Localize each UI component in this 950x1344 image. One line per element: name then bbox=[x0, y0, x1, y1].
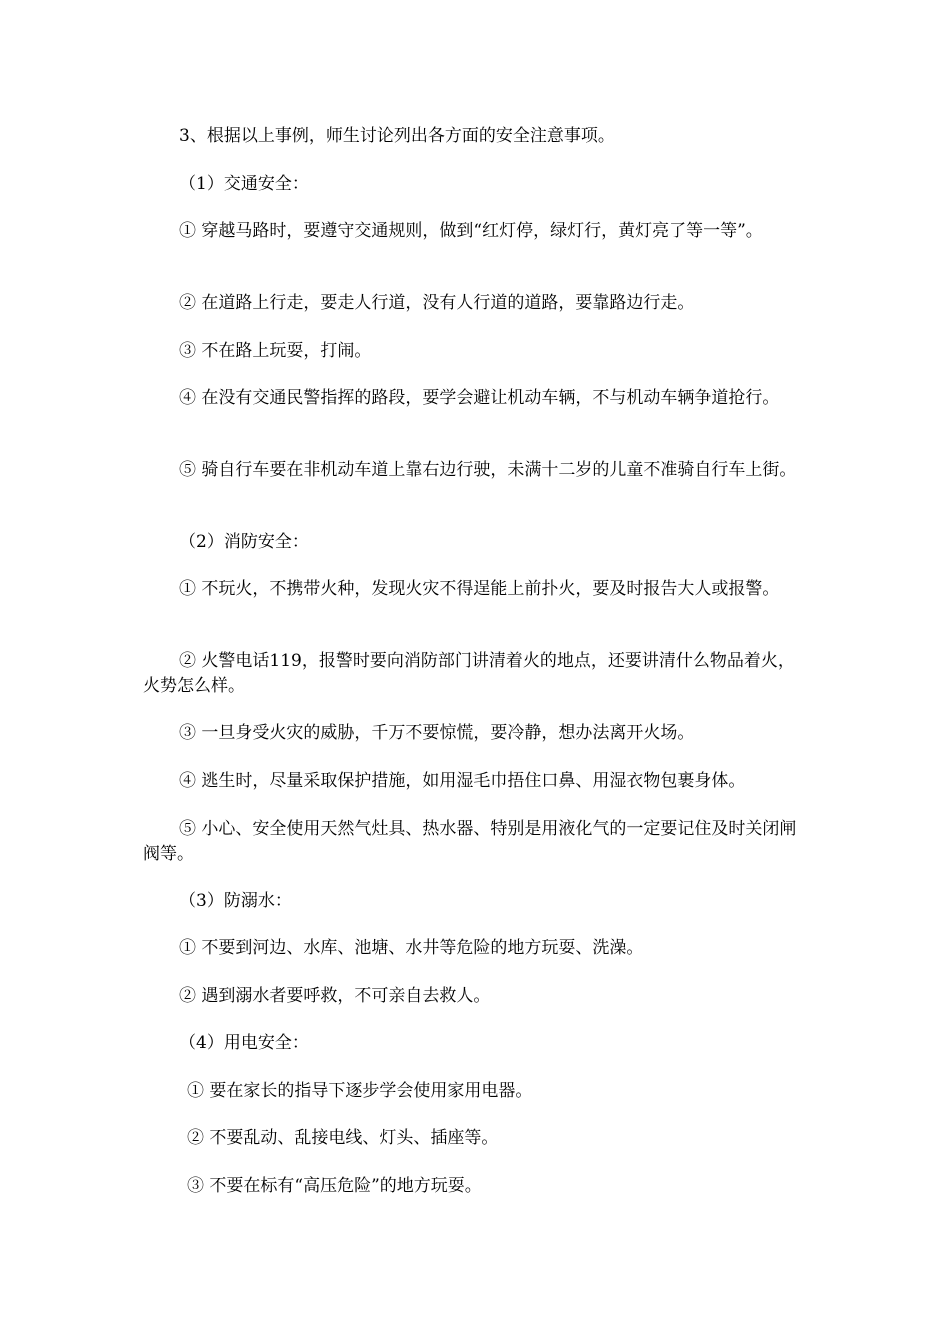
traffic-item-2: ② 在道路上行走，要走人行道，没有人行道的道路，要靠路边行走。 bbox=[179, 293, 695, 313]
electricity-item-2: ② 不要乱动、乱接电线、灯头、插座等。 bbox=[187, 1128, 499, 1148]
traffic-item-3: ③ 不在路上玩耍，打闹。 bbox=[179, 341, 372, 361]
fire-item-1: ① 不玩火，不携带火种，发现火灾不得逞能上前扑火，要及时报告大人或报警。 bbox=[179, 579, 780, 599]
intro-paragraph: 3、根据以上事例，师生讨论列出各方面的安全注意事项。 bbox=[179, 126, 615, 146]
fire-item-2: ② 火警电话119，报警时要向消防部门讲清着火的地点，还要讲清什么物品着火，火势怎么样。 bbox=[143, 651, 795, 696]
fire-item-4: ④ 逃生时，尽量采取保护措施，如用湿毛巾捂住口鼻、用湿衣物包裹身体。 bbox=[179, 771, 746, 791]
fire-item-3: ③ 一旦身受火灾的威胁，千万不要惊慌，要冷静，想办法离开火场。 bbox=[179, 723, 695, 743]
section-heading-fire: （2）消防安全： bbox=[179, 532, 309, 552]
drowning-item-1: ① 不要到河边、水库、池塘、水井等危险的地方玩耍、洗澡。 bbox=[179, 938, 644, 958]
section-heading-traffic: （1）交通安全： bbox=[179, 174, 309, 194]
traffic-item-1: ① 穿越马路时，要遵守交通规则，做到“红灯停，绿灯行，黄灯亮了等一等”。 bbox=[179, 221, 763, 241]
section-heading-electricity: （4）用电安全： bbox=[179, 1033, 309, 1053]
traffic-item-4: ④ 在没有交通民警指挥的路段，要学会避让机动车辆，不与机动车辆争道抢行。 bbox=[179, 388, 780, 408]
drowning-item-2: ② 遇到溺水者要呼救，不可亲自去救人。 bbox=[179, 986, 491, 1006]
section-heading-drowning: （3）防溺水： bbox=[179, 891, 292, 911]
electricity-item-1: ① 要在家长的指导下逐步学会使用家用电器。 bbox=[187, 1081, 533, 1101]
fire-item-5: ⑤ 小心、安全使用天然气灶具、热水器、特别是用液化气的一定要记住及时关闭闸阀等。 bbox=[143, 819, 797, 864]
electricity-item-3: ③ 不要在标有“高压危险”的地方玩耍。 bbox=[187, 1176, 482, 1196]
traffic-item-5: ⑤ 骑自行车要在非机动车道上靠右边行驶，未满十二岁的儿童不准骑自行车上街。 bbox=[179, 460, 797, 480]
